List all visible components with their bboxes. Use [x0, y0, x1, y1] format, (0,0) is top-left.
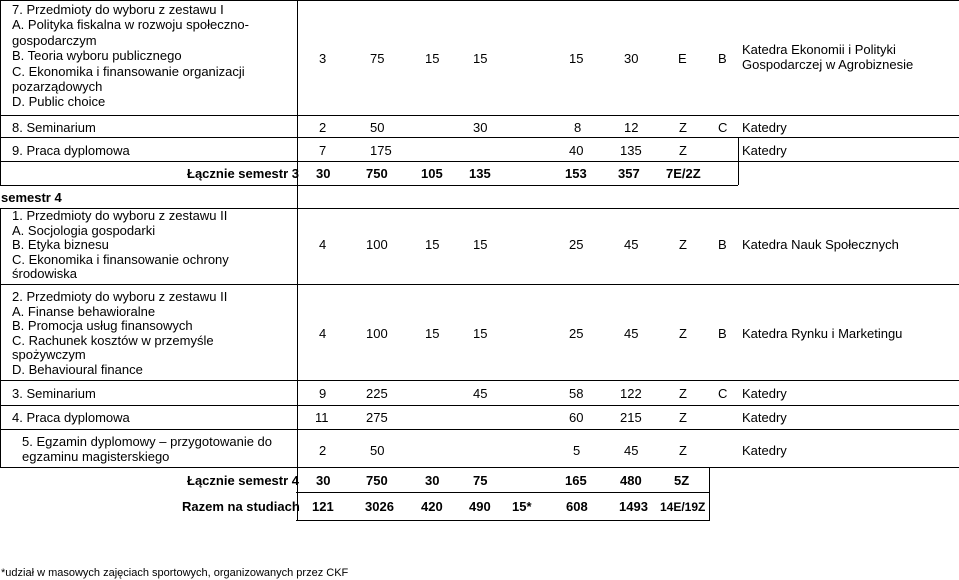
row-divider	[296, 492, 710, 493]
total-cell: 121	[312, 499, 334, 514]
cell: 45	[624, 443, 639, 458]
cell: 225	[366, 386, 388, 401]
cell: 15	[473, 237, 488, 252]
cell: 8	[574, 120, 582, 135]
total-cell: 14E/19Z	[660, 500, 706, 514]
semester-3-total-label: Łącznie semestr 3	[187, 166, 300, 181]
total-cell: 105	[421, 166, 443, 181]
total-cell: 490	[469, 499, 491, 514]
column-divider	[709, 467, 710, 520]
column-divider	[738, 137, 739, 185]
row-divider	[0, 467, 959, 468]
department: Katedry	[742, 443, 787, 458]
item-7-department	[742, 42, 913, 72]
cell: 45	[624, 326, 639, 341]
item-line: 2. Przedmioty do wyboru z zestawu II	[12, 289, 228, 304]
cell: Z	[679, 120, 687, 135]
cell: 4	[319, 326, 327, 341]
item-7-line: C. Ekonomika i finansowanie organizacji	[12, 63, 245, 79]
s4-item-2-description	[12, 290, 227, 378]
cell: 11	[315, 410, 329, 425]
cell: 100	[366, 237, 388, 252]
cell: 9	[319, 386, 327, 401]
cell: Z	[679, 326, 687, 341]
s4-item-4-name: 4. Praca dyplomowa	[12, 410, 130, 425]
cell: 60	[569, 410, 584, 425]
cell: 122	[620, 386, 642, 401]
total-cell: 153	[565, 166, 587, 181]
cell: 30	[473, 120, 488, 135]
department: Katedra Nauk Społecznych	[742, 237, 899, 252]
table-border	[0, 208, 1, 467]
item-line: D. Behavioural finance	[12, 361, 143, 377]
item-line: B. Promocja usług finansowych	[12, 318, 193, 334]
total-cell: 7E/2Z	[666, 166, 701, 181]
cell: 30	[624, 51, 639, 66]
row-divider	[0, 185, 738, 186]
dept-line: Gospodarczej w Agrobiznesie	[742, 57, 914, 72]
cell: 2	[319, 443, 327, 458]
semester-4-total-label: Łącznie semestr 4	[187, 473, 300, 488]
cell: 175	[370, 143, 392, 158]
cell: 25	[569, 237, 584, 252]
department: Katedry	[742, 143, 787, 158]
cell: 215	[620, 410, 642, 425]
cell: 50	[370, 443, 385, 458]
item-7-line: B. Teoria wyboru publicznego	[12, 48, 182, 64]
item-line: C. Ekonomika i finansowanie ochrony	[12, 251, 229, 267]
column-divider	[297, 0, 298, 520]
s4-item-1-description	[12, 209, 229, 282]
cell: 25	[569, 326, 584, 341]
total-cell: 165	[565, 473, 587, 488]
cell: 58	[569, 386, 584, 401]
cell: 100	[366, 326, 388, 341]
item-line: 1. Przedmioty do wyboru z zestawu II	[12, 208, 228, 223]
cell: Z	[679, 410, 687, 425]
cell: 7	[319, 143, 327, 158]
s4-item-3-name: 3. Seminarium	[12, 386, 96, 401]
cell: 15	[425, 326, 440, 341]
table-border	[0, 0, 1, 185]
footnote: *udział w masowych zajęciach sportowych, organizowanych przez CKF	[1, 567, 349, 579]
cell: 15	[473, 326, 488, 341]
item-line: C. Rachunek kosztów w przemyśle	[12, 332, 214, 348]
item-line: B. Etyka biznesu	[12, 237, 109, 253]
total-cell: 608	[566, 499, 588, 514]
cell: Z	[679, 386, 687, 401]
department: Katedry	[742, 410, 787, 425]
department: Katedra Rynku i Marketingu	[742, 326, 903, 341]
cell: 75	[370, 51, 385, 66]
cell: 2	[319, 120, 327, 135]
item-8-name: 8. Seminarium	[12, 120, 96, 135]
item-line: A. Socjologia gospodarki	[12, 222, 156, 238]
dept-line: Katedra Ekonomii i Polityki	[742, 42, 896, 57]
item-line: 5. Egzamin dyplomowy – przygotowanie do	[22, 434, 273, 449]
item-7-line: 7. Przedmioty do wyboru z zestawu I	[12, 2, 224, 17]
cell: Z	[679, 443, 687, 458]
item-9-name: 9. Praca dyplomowa	[12, 143, 130, 158]
item-line: egzaminu magisterskiego	[22, 449, 170, 464]
cell: 5	[573, 443, 581, 458]
total-cell: 135	[469, 166, 491, 181]
total-cell: 357	[618, 166, 640, 181]
cell: 15	[473, 51, 488, 66]
cell: 15	[569, 51, 584, 66]
total-cell: 5Z	[674, 473, 690, 488]
department: Katedry	[742, 386, 787, 401]
item-7-description	[12, 2, 249, 110]
row-divider	[0, 161, 959, 162]
cell: C	[718, 386, 728, 401]
total-cell: 30	[425, 473, 440, 488]
total-cell: 3026	[365, 499, 394, 514]
total-cell: 30	[316, 166, 331, 181]
item-7-line: D. Public choice	[12, 94, 106, 110]
s4-item-5-description	[22, 434, 272, 464]
row-divider	[0, 115, 959, 116]
row-divider	[0, 429, 959, 430]
row-divider	[0, 137, 959, 138]
item-line: środowiska	[12, 266, 78, 282]
cell: 4	[319, 237, 327, 252]
cell: B	[718, 326, 727, 341]
cell: 40	[569, 143, 584, 158]
cell: 15	[425, 237, 440, 252]
total-cell: 750	[366, 473, 388, 488]
row-divider	[296, 520, 710, 521]
row-divider	[0, 284, 959, 285]
row-divider	[0, 405, 959, 406]
cell: 45	[473, 386, 488, 401]
cell: Z	[679, 237, 687, 252]
cell: 12	[624, 120, 639, 135]
item-7-line: A. Polityka fiskalna w rozwoju społeczno-	[12, 17, 249, 33]
semester-4-heading: semestr 4	[1, 190, 62, 205]
item-7-line: pozarządowych	[12, 79, 103, 95]
total-cell: 750	[366, 166, 388, 181]
cell: E	[678, 51, 687, 66]
cell: 275	[366, 410, 388, 425]
row-divider	[0, 380, 959, 381]
cell: B	[718, 51, 727, 66]
cell: 15	[425, 51, 440, 66]
cell: 3	[319, 51, 327, 66]
total-cell: 1493	[619, 499, 648, 514]
total-cell: 15*	[512, 499, 532, 514]
grand-total-label: Razem na studiach	[182, 499, 300, 514]
total-cell: 30	[316, 473, 331, 488]
item-line: spożywczym	[12, 347, 86, 363]
cell: B	[718, 237, 727, 252]
total-cell: 75	[473, 473, 488, 488]
cell: Z	[679, 143, 687, 158]
cell: 50	[370, 120, 385, 135]
cell: 135	[620, 143, 642, 158]
total-cell: 480	[620, 473, 642, 488]
table-border	[0, 0, 959, 1]
total-cell: 420	[421, 499, 443, 514]
department: Katedry	[742, 120, 787, 135]
cell: C	[718, 120, 728, 135]
item-line: A. Finanse behawioralne	[12, 303, 156, 319]
item-7-line: gospodarczym	[12, 32, 97, 48]
cell: 45	[624, 237, 639, 252]
